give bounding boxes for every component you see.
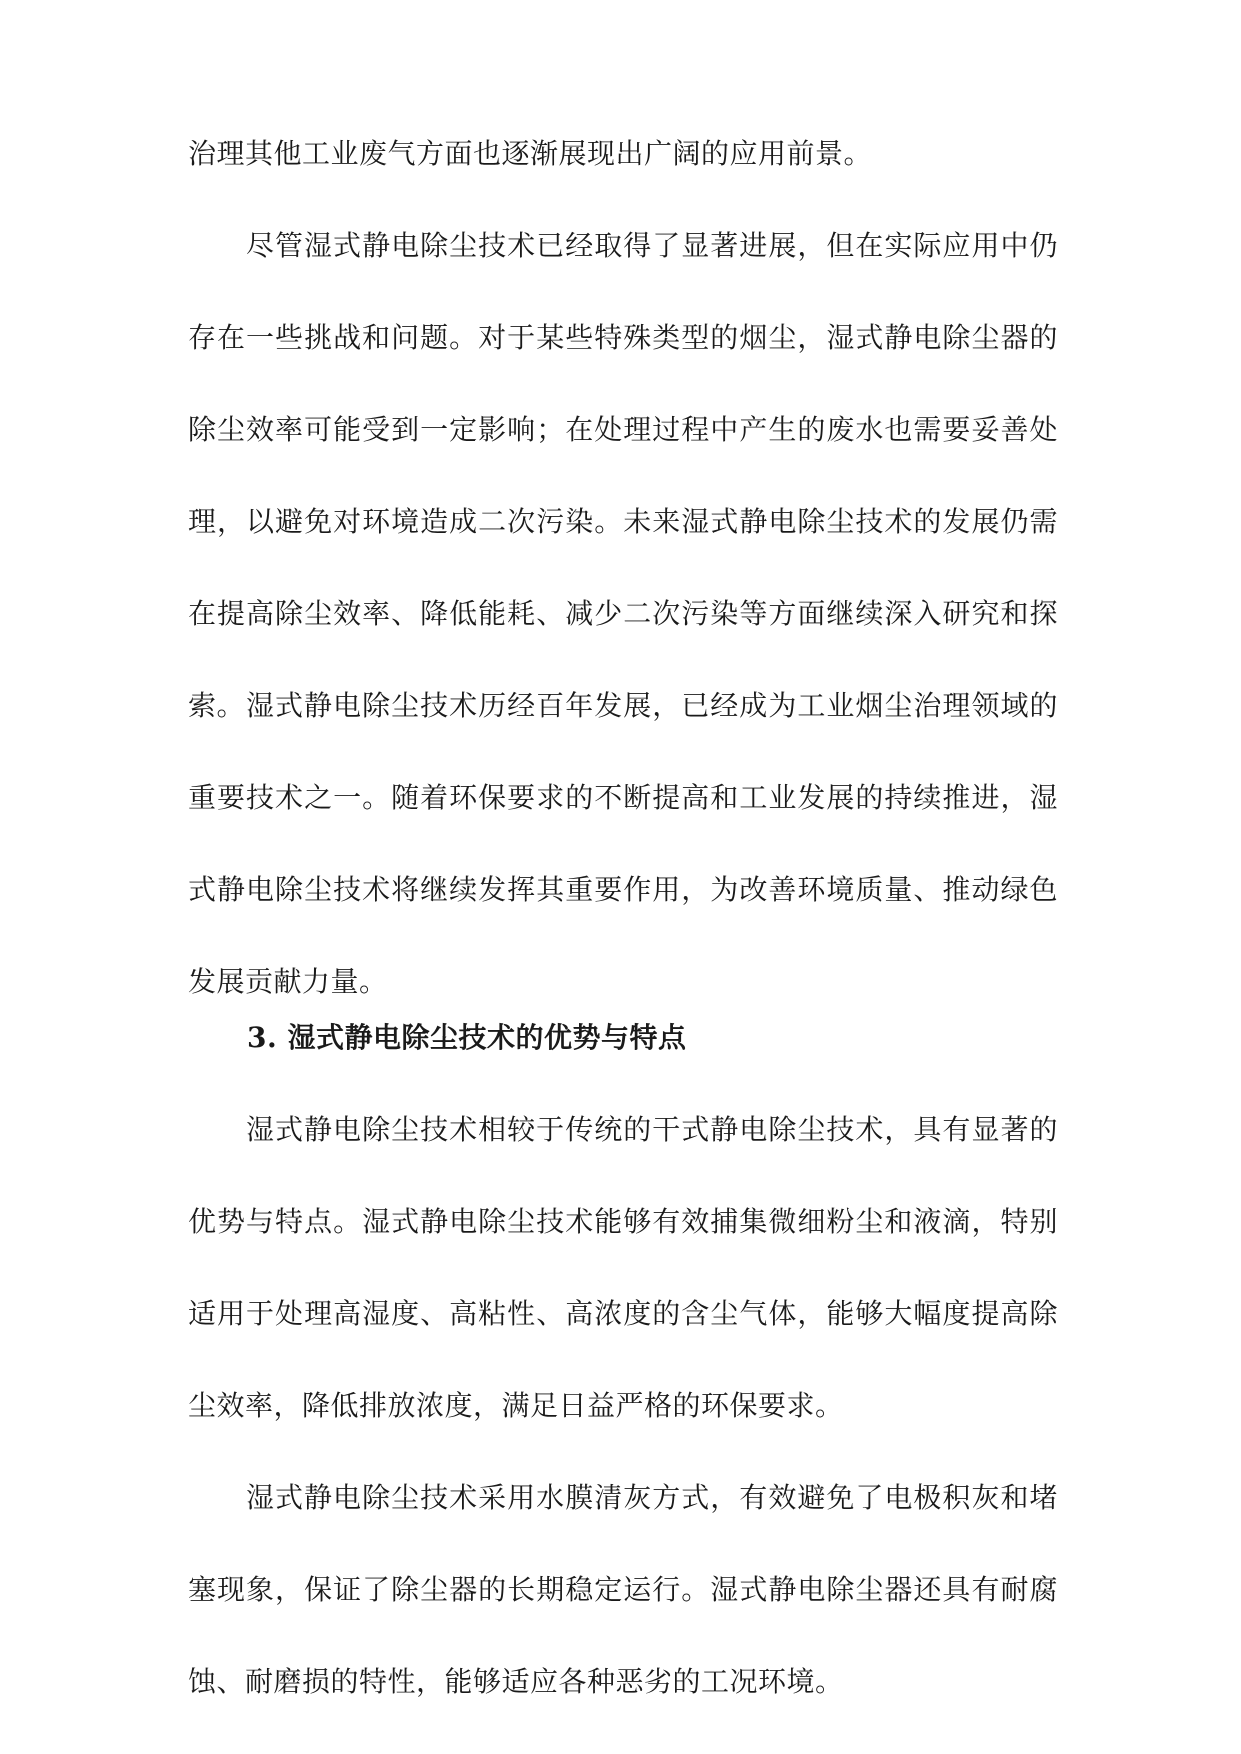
paragraph-continuation: 治理其他工业废气方面也逐渐展现出广阔的应用前景。 (188, 137, 873, 170)
paragraph-advantages: 湿式静电除尘技术相较于传统的干式静电除尘技术，具有显著的优势与特点。湿式静电除尘技术能够有效捕集微细粉尘和液滴，特别适用于处理高湿度、高粘性、高浓度的含尘气体，能够大幅度提高除尘效率，降低排放浓度，满足日益严格的环保要求。 (188, 1113, 1058, 1422)
paragraph-development: 湿式静电除尘技术历经百年发展，已经成为工业烟尘治理领域的重要技术之一。随着环保要求的不断提高和工业发展的持续推进，湿式静电除尘技术将继续发挥其重要作用，为改善环境质量、推动绿色发展贡献力量。 (188, 689, 1058, 998)
paragraph-water-film: 湿式静电除尘技术采用水膜清灰方式，有效避免了电极积灰和堵塞现象，保证了除尘器的长期稳定运行。湿式静电除尘器还具有耐腐蚀、耐磨损的特性，能够适应各种恶劣的工况环境。 (188, 1481, 1058, 1698)
section-heading: 3. 湿式静电除尘技术的优势与特点 (247, 1021, 687, 1054)
paragraph-challenges: 尽管湿式静电除尘技术已经取得了显著进展，但在实际应用中仍存在一些挑战和问题。对于某些特殊类型的烟尘，湿式静电除尘器的除尘效率可能受到一定影响；在处理过程中产生的废水也需要妥善处理，以避免对环境造成二次污染。未来湿式静电除尘技术的发展仍需在提高除尘效率、降低能耗、减少二次污染等方面继续深入研究和探索。 (188, 229, 1058, 722)
